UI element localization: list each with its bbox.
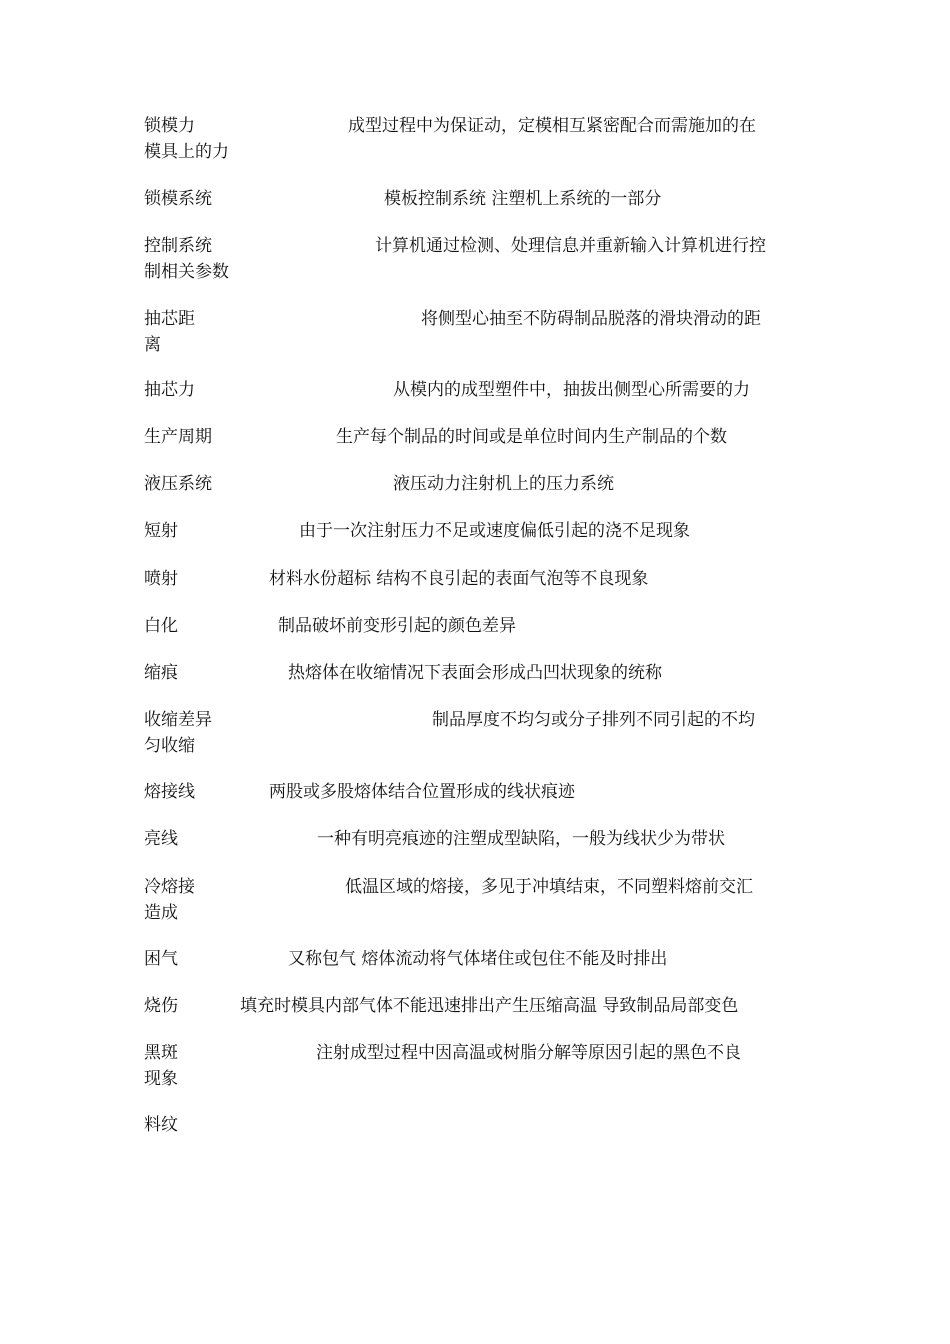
entry-term: 料纹	[144, 1115, 178, 1135]
entry-term: 亮线	[144, 829, 178, 849]
entry-term: 黑斑	[144, 1043, 178, 1063]
entry-definition: 计算机通过检测、处理信息并重新输入计算机进行控	[375, 236, 766, 256]
entry-term: 短射	[144, 521, 178, 541]
entry-term: 抽芯距	[144, 309, 195, 329]
entry-definition: 液压动力注射机上的压力系统	[393, 474, 614, 494]
entry-definition: 生产每个制品的时间或是单位时间内生产制品的个数	[336, 427, 727, 447]
entry-definition: 从模内的成型塑件中，抽拔出侧型心所需要的力	[393, 380, 750, 400]
entry-term: 缩痕	[144, 663, 178, 683]
entry-definition-continuation: 离	[144, 335, 161, 355]
entry-term: 白化	[144, 616, 178, 636]
entry-definition: 注射成型过程中因高温或树脂分解等原因引起的黑色不良	[316, 1043, 741, 1063]
entry-term: 锁模力	[144, 116, 195, 136]
entry-definition: 制品破坏前变形引起的颜色差异	[278, 616, 516, 636]
entry-definition-continuation: 模具上的力	[144, 142, 229, 162]
entry-definition-continuation: 造成	[144, 903, 178, 923]
entry-term: 控制系统	[144, 236, 212, 256]
entry-definition: 低温区域的熔接，多见于冲填结束，不同塑料熔前交汇	[345, 877, 753, 897]
entry-term: 冷熔接	[144, 877, 195, 897]
entry-definition: 模板控制系统 注塑机上系统的一部分	[384, 189, 662, 209]
entry-definition: 填充时模具内部气体不能迅速排出产生压缩高温 导致制品局部变色	[240, 996, 739, 1016]
entry-definition: 将侧型心抽至不防碍制品脱落的滑块滑动的距	[421, 309, 761, 329]
entry-term: 收缩差异	[144, 710, 212, 730]
entry-definition: 成型过程中为保证动，定模相互紧密配合而需施加的在	[348, 116, 756, 136]
entry-term: 喷射	[144, 569, 178, 589]
entry-definition: 热熔体在收缩情况下表面会形成凸凹状现象的统称	[288, 663, 662, 683]
entry-definition-continuation: 制相关参数	[144, 262, 229, 282]
entry-definition-continuation: 匀收缩	[144, 736, 195, 756]
entry-term: 熔接线	[144, 782, 195, 802]
entry-definition: 材料水份超标 结构不良引起的表面气泡等不良现象	[269, 569, 649, 589]
entry-definition: 制品厚度不均匀或分子排列不同引起的不均	[432, 710, 755, 730]
entry-definition: 两股或多股熔体结合位置形成的线状痕迹	[269, 782, 575, 802]
entry-definition: 又称包气 熔体流动将气体堵住或包住不能及时排出	[288, 949, 668, 969]
entry-term: 抽芯力	[144, 380, 195, 400]
entry-definition-continuation: 现象	[144, 1069, 178, 1089]
entry-definition: 由于一次注射压力不足或速度偏低引起的浇不足现象	[299, 521, 690, 541]
entry-term: 液压系统	[144, 474, 212, 494]
entry-term: 生产周期	[144, 427, 212, 447]
entry-term: 困气	[144, 949, 178, 969]
entry-definition: 一种有明亮痕迹的注塑成型缺陷，一般为线状少为带状	[317, 829, 725, 849]
entry-term: 烧伤	[144, 996, 178, 1016]
entry-term: 锁模系统	[144, 189, 212, 209]
